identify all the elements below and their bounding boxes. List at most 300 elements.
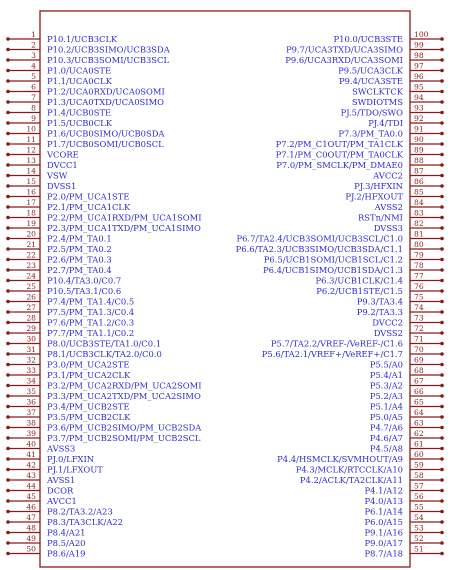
- pin-number: 63: [414, 418, 424, 428]
- pin-number: 98: [414, 51, 424, 60]
- pin-number: 21: [26, 240, 36, 249]
- pin-end-dot: [6, 520, 10, 524]
- pin-number: 92: [414, 114, 424, 123]
- pin-end-dot: [440, 489, 444, 493]
- pin-end-dot: [440, 79, 444, 83]
- pin-label: P1.2/UCA0RXD/UCA0SOMI: [47, 86, 165, 97]
- pin-end-dot: [440, 132, 444, 136]
- pin-label: P7.7/PM_TA1.1/C0.2: [47, 328, 135, 338]
- pin-1: [6, 30, 118, 44]
- pin-label: P9.1/A16: [364, 527, 403, 538]
- pin-end-dot: [6, 394, 10, 398]
- pin-number: 38: [26, 418, 36, 428]
- pin-label: P2.7/PM_TA0.4: [47, 265, 112, 275]
- pin-label: VSW: [47, 170, 68, 181]
- pin-end-dot: [440, 394, 444, 398]
- pin-label: PJ.3/HFXIN: [354, 181, 403, 191]
- pin-label: PJ.2/HFXOUT: [345, 191, 403, 202]
- pin-end-dot: [440, 69, 444, 73]
- pin-label: P2.0/PM_UCA1STE: [47, 191, 130, 202]
- pin-number: 64: [414, 408, 424, 417]
- pin-number: 10: [26, 124, 36, 134]
- pin-number: 8: [31, 103, 36, 113]
- pin-label: P1.0/UCA0STE: [47, 65, 112, 76]
- pin-label: P8.5/A20: [47, 538, 86, 548]
- pin-label: AVSS2: [374, 202, 403, 212]
- pin-number: 61: [414, 439, 424, 449]
- pin-label: P4.7/A6: [369, 422, 403, 433]
- pin-number: 20: [26, 229, 36, 239]
- pin-label: P6.6/TA2.3/UCB3SIMO/UCB3SDA/C1.1: [235, 244, 403, 254]
- pin-number: 67: [414, 376, 424, 386]
- pin-number: 2: [31, 40, 36, 50]
- pin-label: P9.7/UCA3TXD/UCA3SIMO: [285, 44, 403, 55]
- pin-number: 76: [414, 282, 424, 291]
- pin-end-dot: [6, 58, 10, 62]
- pin-end-dot: [440, 478, 444, 482]
- pin-number: 99: [414, 40, 424, 50]
- pin-end-dot: [440, 37, 444, 41]
- pin-end-dot: [440, 520, 444, 524]
- pin-label: P8.7/A18: [364, 548, 403, 559]
- pin-end-dot: [6, 457, 10, 461]
- pin-end-dot: [440, 447, 444, 451]
- pin-label: PJ.4/TDI: [368, 118, 403, 128]
- pin-end-dot: [6, 436, 10, 440]
- pin-end-dot: [6, 216, 10, 220]
- pin-label: P6.3/UCB1CLK/C1.4: [315, 275, 403, 286]
- pin-end-dot: [440, 300, 444, 304]
- pin-label: P4.6/A7: [369, 433, 403, 443]
- pin-end-dot: [440, 163, 444, 167]
- pin-label: P8.3/TA3CLK/A22: [47, 517, 124, 527]
- pin-number: 81: [414, 229, 424, 239]
- pin-number: 96: [414, 72, 424, 81]
- pin-end-dot: [440, 426, 444, 430]
- pin-number: 88: [414, 156, 424, 165]
- pin-81: [236, 230, 443, 244]
- right-pin-group: [236, 30, 444, 559]
- pin-label: P3.3/PM_UCA2TXD/PM_UCA2SIMO: [47, 391, 201, 401]
- pin-number: 89: [414, 145, 424, 155]
- pin-end-dot: [440, 510, 444, 514]
- pin-number: 23: [26, 261, 36, 270]
- pin-number: 91: [414, 124, 424, 134]
- pin-end-dot: [440, 142, 444, 146]
- pin-end-dot: [6, 247, 10, 251]
- pin-end-dot: [440, 121, 444, 125]
- pin-number: 27: [26, 303, 36, 312]
- pin-label: P4.3/MCLK/RTCCLK/A10: [295, 464, 403, 475]
- pin-number: 86: [414, 177, 424, 186]
- pin-end-dot: [6, 37, 10, 41]
- pin-number: 68: [414, 366, 424, 375]
- pin-number: 18: [26, 208, 36, 218]
- pin-end-dot: [440, 216, 444, 220]
- pin-number: 53: [414, 523, 424, 533]
- pin-end-dot: [6, 468, 10, 472]
- pin-number: 5: [31, 72, 36, 81]
- pin-end-dot: [440, 457, 444, 461]
- pin-number: 69: [414, 355, 424, 365]
- pin-end-dot: [440, 541, 444, 545]
- pin-end-dot: [6, 499, 10, 503]
- pin-label: DVSS3: [373, 223, 403, 233]
- pin-number: 39: [26, 429, 36, 438]
- pin-label: P7.6/PM_TA1.2/C0.3: [47, 317, 135, 328]
- pin-label: DVCC2: [372, 317, 403, 328]
- pin-label: P1.5/UCB0CLK: [47, 118, 112, 128]
- pin-end-dot: [440, 352, 444, 356]
- pin-label: DVSS1: [47, 181, 77, 191]
- pin-end-dot: [440, 268, 444, 272]
- pin-label: P1.6/UCB0SIMO/UCB0SDA: [47, 128, 165, 139]
- pin-label: P7.5/PM_TA1.3/C0.4: [47, 307, 135, 317]
- pin-end-dot: [6, 510, 10, 514]
- pin-number: 40: [26, 439, 36, 449]
- pin-end-dot: [440, 58, 444, 62]
- pin-number: 14: [26, 166, 36, 176]
- pin-label: P6.5/UCB1SOMI/UCB1SCL/C1.2: [263, 254, 403, 265]
- pin-label: P10.0/UCB3STE: [333, 34, 403, 44]
- pin-number: 26: [26, 292, 36, 302]
- pin-label: P9.5/UCA3CLK: [338, 65, 403, 76]
- pin-number: 19: [26, 219, 36, 228]
- pin-label: P4.5/A8: [369, 443, 403, 454]
- pin-number: 12: [26, 145, 36, 155]
- pin-number: 71: [414, 334, 424, 344]
- pin-number: 36: [26, 397, 36, 407]
- pin-number: 31: [26, 345, 36, 354]
- pin-number: 11: [26, 135, 36, 144]
- pin-label: P8.6/A19: [47, 548, 86, 559]
- pin-end-dot: [6, 331, 10, 335]
- pin-number: 87: [414, 166, 424, 176]
- pin-number: 77: [414, 271, 424, 281]
- pin-label: P10.3/UCB3SOMI/UCB3SCL: [47, 55, 170, 65]
- pin-label: P8.2/TA3.2/A23: [47, 506, 113, 517]
- pin-label: P4.4/HSMCLK/SVMHOUT/A9: [277, 454, 403, 464]
- pin-end-dot: [6, 121, 10, 125]
- pin-label: AVCC2: [373, 170, 403, 181]
- pin-number: 80: [414, 240, 424, 249]
- pin-end-dot: [440, 90, 444, 94]
- pin-label: P6.7/TA2.4/UCB3SOMI/UCB3SCL/C1.0: [236, 233, 403, 244]
- pin-number: 47: [26, 513, 36, 522]
- pin-number: 33: [26, 366, 36, 375]
- pin-number: 35: [26, 387, 36, 396]
- pin-end-dot: [6, 142, 10, 146]
- pin-end-dot: [440, 279, 444, 283]
- pin-end-dot: [6, 384, 10, 388]
- pin-label: P4.2/ACLK/TA2CLK/A11: [299, 475, 403, 485]
- pin-end-dot: [440, 258, 444, 262]
- pin-number: 79: [414, 250, 424, 260]
- pin-end-dot: [6, 373, 10, 377]
- pin-number: 65: [414, 397, 424, 407]
- pin-number: 78: [414, 261, 424, 270]
- pin-end-dot: [6, 321, 10, 325]
- pin-label: P7.4/PM_TA1.4/C0.5: [47, 296, 135, 307]
- pin-number: 66: [414, 387, 424, 396]
- pin-end-dot: [6, 79, 10, 83]
- pin-end-dot: [6, 205, 10, 209]
- pin-end-dot: [6, 153, 10, 157]
- pin-end-dot: [6, 268, 10, 272]
- pin-label: PJ.1/LFXOUT: [47, 464, 103, 475]
- pin-end-dot: [6, 552, 10, 556]
- pin-end-dot: [6, 111, 10, 115]
- pin-number: 72: [414, 324, 424, 333]
- pin-label: P8.1/UCB3CLK/TA2.0/C0.0: [47, 349, 162, 359]
- pin-label: P1.1/UCA0CLK: [47, 76, 112, 86]
- pin-end-dot: [6, 195, 10, 199]
- pin-label: P2.2/PM_UCA1RXD/PM_UCA1SOMI: [47, 212, 202, 223]
- pin-end-dot: [440, 226, 444, 230]
- pin-number: 85: [414, 187, 424, 197]
- pin-number: 28: [26, 313, 36, 323]
- pin-end-dot: [440, 331, 444, 335]
- pin-end-dot: [440, 468, 444, 472]
- pin-number: 16: [26, 187, 36, 197]
- pin-number: 43: [26, 471, 36, 480]
- pin-end-dot: [440, 111, 444, 115]
- pin-number: 54: [414, 513, 424, 522]
- pin-label: P7.2/PM_C1OUT/PM_TA1CLK: [275, 139, 403, 149]
- pin-end-dot: [440, 310, 444, 314]
- pin-number: 17: [26, 198, 36, 207]
- pin-number: 84: [414, 198, 424, 207]
- pin-label: P3.6/PM_UCB2SIMO/PM_UCB2SDA: [47, 422, 202, 433]
- pin-label: P8.0/UCB3STE/TA1.0/C0.1: [47, 338, 162, 349]
- pin-end-dot: [440, 289, 444, 293]
- pin-number: 58: [414, 471, 424, 480]
- pin-end-dot: [6, 100, 10, 104]
- pin-number: 29: [26, 324, 36, 333]
- pin-label: P1.7/UCB0SOMI/UCB0SCL: [47, 139, 164, 149]
- pin-end-dot: [6, 184, 10, 188]
- pin-end-dot: [6, 289, 10, 293]
- pin-number: 45: [26, 492, 36, 501]
- pin-number: 22: [26, 250, 36, 260]
- pin-label: P3.4/PM_UCB2STE: [47, 401, 130, 412]
- pin-end-dot: [440, 373, 444, 377]
- pin-label: P2.3/PM_UCA1TXD/PM_UCA1SIMO: [47, 223, 201, 233]
- pin-label: P10.5/TA3.1/C0.6: [47, 286, 122, 296]
- pin-label: P9.6/UCA3RXD/UCA3SOMI: [285, 55, 403, 65]
- pin-label: P9.0/A17: [364, 538, 403, 548]
- pin-end-dot: [440, 247, 444, 251]
- pin-end-dot: [6, 352, 10, 356]
- pin-label: P6.4/UCB1SIMO/UCB1SDA/C1.3: [262, 265, 403, 275]
- pin-label: P2.4/PM_TA0.1: [47, 233, 112, 244]
- pin-label: RSTn/NMI: [357, 212, 403, 223]
- pin-end-dot: [6, 541, 10, 545]
- pin-end-dot: [6, 363, 10, 367]
- pin-label: DVSS2: [373, 328, 403, 338]
- pin-number: 60: [414, 450, 424, 459]
- pin-number: 1: [31, 30, 36, 39]
- pin-label: P2.1/PM_UCA1CLK: [47, 202, 131, 212]
- pin-number: 82: [414, 219, 424, 228]
- pin-number: 4: [31, 61, 36, 71]
- pin-label: P6.1/A14: [364, 506, 403, 517]
- pin-number: 46: [26, 502, 36, 512]
- pin-label: AVCC1: [47, 496, 77, 506]
- pin-end-dot: [440, 405, 444, 409]
- pin-label: P5.4/A1: [369, 370, 403, 380]
- pin-end-dot: [6, 447, 10, 451]
- pin-label: P7.1/PM_C0OUT/PM_TA0CLK: [275, 149, 403, 160]
- pin-label: P5.1/A4: [369, 401, 403, 412]
- pin-number: 37: [26, 408, 36, 417]
- pin-label: P10.1/UCB3CLK: [47, 34, 118, 44]
- pin-label: P4.0/A13: [364, 496, 403, 506]
- pin-end-dot: [440, 174, 444, 178]
- pin-end-dot: [6, 174, 10, 178]
- pin-end-dot: [440, 48, 444, 52]
- pin-label: P6.0/A15: [364, 517, 403, 527]
- pin-label: P1.4/UCB0STE: [47, 107, 112, 118]
- pin-end-dot: [440, 384, 444, 388]
- pin-number: 95: [414, 82, 424, 92]
- pin-number: 52: [414, 534, 424, 543]
- pin-label: P5.2/A3: [369, 391, 403, 401]
- pin-number: 97: [414, 61, 424, 71]
- pin-label: P3.0/PM_UCA2STE: [47, 359, 130, 370]
- pin-number: 15: [26, 177, 36, 186]
- pin-number: 7: [31, 93, 36, 102]
- pin-end-dot: [440, 195, 444, 199]
- pin-number: 74: [414, 303, 424, 312]
- pin-label: P3.7/PM_UCB2SOMI/PM_UCB2SCL: [47, 433, 201, 443]
- pin-end-dot: [6, 310, 10, 314]
- pin-end-dot: [440, 531, 444, 535]
- pin-end-dot: [440, 363, 444, 367]
- pin-end-dot: [6, 405, 10, 409]
- pin-end-dot: [6, 163, 10, 167]
- pin-end-dot: [440, 100, 444, 104]
- pin-end-dot: [6, 237, 10, 241]
- pin-label: P2.6/PM_TA0.3: [47, 254, 112, 265]
- pin-label: PJ.5/TDO/SWO: [340, 107, 403, 118]
- pin-label: P6.2/UCB1STE/C1.5: [316, 286, 403, 296]
- pin-label: P9.4/UCA3STE: [338, 76, 403, 86]
- pin-label: P5.3/A2: [369, 380, 403, 391]
- pin-label: P1.3/UCA0TXD/UCA0SIMO: [47, 97, 165, 107]
- pin-number: 30: [26, 334, 36, 344]
- pin-end-dot: [6, 226, 10, 230]
- pin-number: 34: [26, 376, 36, 386]
- pin-label: P10.2/UCB3SIMO/UCB3SDA: [47, 44, 170, 55]
- pin-number: 56: [414, 492, 424, 501]
- pin-label: P5.7/TA2.2/VREF-/VeREF-/C1.6: [270, 338, 403, 349]
- pin-label: P9.2/TA3.3: [356, 307, 403, 317]
- pin-end-dot: [6, 415, 10, 419]
- pin-number: 50: [26, 544, 36, 554]
- pin-label: AVSS1: [47, 475, 76, 485]
- pin-label: PJ.0/LFXIN: [47, 454, 95, 464]
- pin-label: P3.1/PM_UCA2CLK: [47, 370, 131, 380]
- pin-number: 73: [414, 313, 424, 323]
- pin-number: 24: [26, 271, 36, 281]
- pin-end-dot: [6, 48, 10, 52]
- pin-end-dot: [6, 258, 10, 262]
- pin-number: 59: [414, 460, 424, 470]
- pin-number: 70: [414, 345, 424, 354]
- pin-number: 75: [414, 292, 424, 302]
- pin-label: AVSS3: [47, 443, 76, 454]
- pin-number: 49: [26, 534, 36, 543]
- pin-end-dot: [6, 69, 10, 73]
- pin-end-dot: [6, 426, 10, 430]
- pin-end-dot: [440, 184, 444, 188]
- pin-end-dot: [440, 552, 444, 556]
- pin-label: P7.0/PM_SMCLK/PM_DMAE0: [276, 160, 403, 170]
- pin-number: 6: [31, 82, 36, 92]
- pin-number: 13: [26, 156, 36, 165]
- pin-number: 51: [414, 544, 424, 554]
- pin-number: 41: [26, 450, 36, 459]
- pin-label: P5.6/TA2.1/VREF+/VeREF+/C1.7: [261, 349, 403, 359]
- pin-label: DCOR: [47, 485, 74, 496]
- pin-end-dot: [6, 90, 10, 94]
- pin-end-dot: [6, 300, 10, 304]
- pin-number: 62: [414, 429, 424, 438]
- pin-label: SWCLKTCK: [352, 86, 403, 97]
- pin-number: 9: [31, 114, 36, 123]
- pin-number: 94: [414, 93, 424, 102]
- pin-end-dot: [440, 499, 444, 503]
- pin-number: 93: [414, 103, 424, 113]
- pin-end-dot: [440, 205, 444, 209]
- pin-end-dot: [6, 279, 10, 283]
- pin-number: 25: [26, 282, 36, 291]
- pin-number: 48: [26, 523, 36, 533]
- pin-label: P3.2/PM_UCA2RXD/PM_UCA2SOMI: [47, 380, 202, 391]
- pin-number: 42: [26, 460, 36, 470]
- pin-label: P2.5/PM_TA0.2: [47, 244, 112, 254]
- pin-end-dot: [440, 342, 444, 346]
- pin-label: VCORE: [47, 149, 79, 160]
- pin-label: P5.5/A0: [369, 359, 403, 370]
- pin-number: 3: [31, 51, 36, 60]
- pin-number: 57: [414, 481, 424, 491]
- pin-label: P4.1/A12: [364, 485, 403, 496]
- pin-end-dot: [440, 153, 444, 157]
- pin-number: 83: [414, 208, 424, 218]
- pin-label: P3.5/PM_UCB2CLK: [47, 412, 131, 422]
- pin-label: P7.3/PM_TA0.0: [338, 128, 403, 139]
- pin-100: [334, 30, 444, 44]
- pin-label: P5.0/A5: [369, 412, 403, 422]
- pin-label: P10.4/TA3.0/C0.7: [47, 275, 122, 286]
- pin-end-dot: [440, 436, 444, 440]
- pin-number: 100: [414, 30, 429, 39]
- pin-end-dot: [6, 132, 10, 136]
- pin-label: P9.3/TA3.4: [356, 296, 403, 307]
- pin-number: 32: [26, 355, 36, 365]
- left-pin-group: [6, 30, 202, 559]
- pin-number: 44: [26, 481, 36, 491]
- pin-label: SWDIOTMS: [351, 97, 403, 107]
- pin-label: DVCC1: [47, 160, 78, 170]
- pin-end-dot: [6, 342, 10, 346]
- pin-end-dot: [440, 415, 444, 419]
- pin-number: 55: [414, 502, 424, 512]
- pin-end-dot: [6, 478, 10, 482]
- pin-end-dot: [6, 531, 10, 535]
